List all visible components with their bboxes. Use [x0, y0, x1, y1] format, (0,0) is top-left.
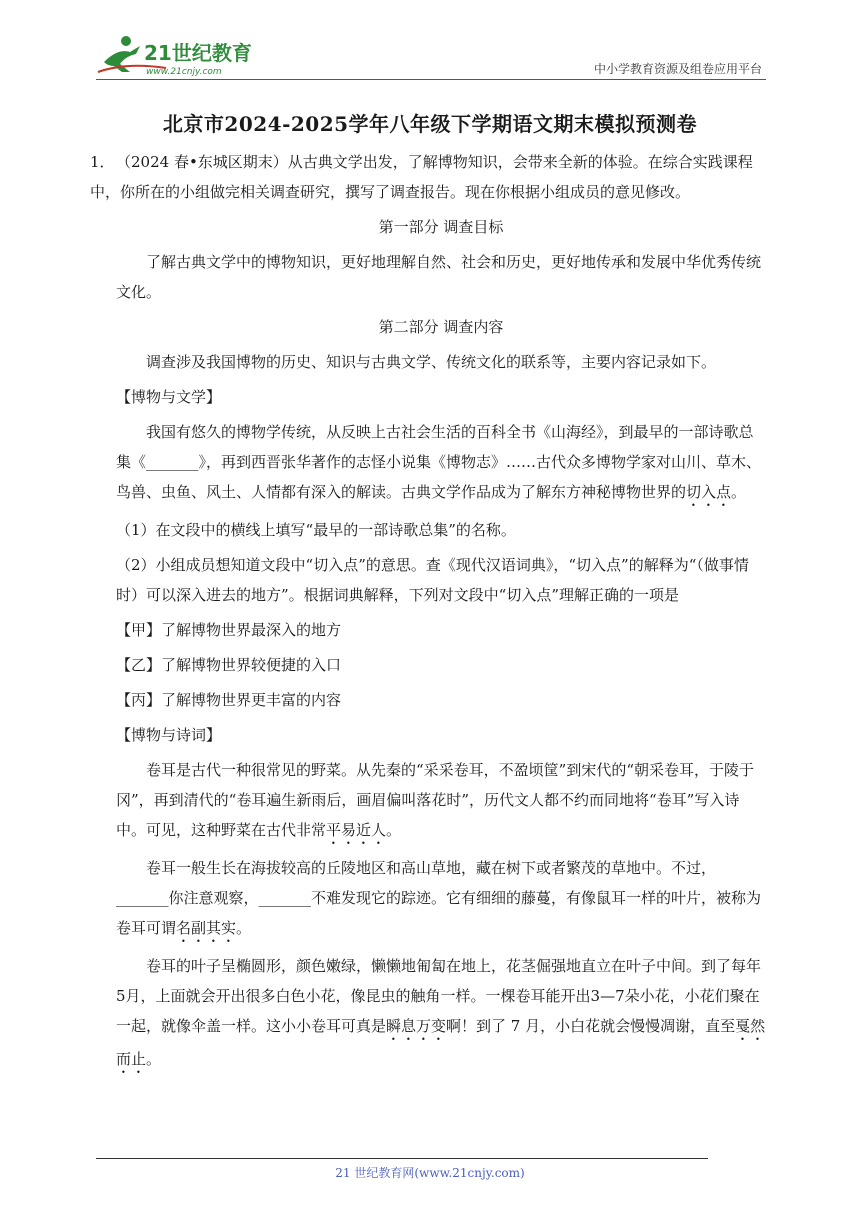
- page-title: 北京市2024-2025学年八年级下学期语文期末模拟预测卷: [162, 112, 698, 136]
- footer-site-link[interactable]: 21 世纪教育网(www.21cnjy.com): [335, 1166, 525, 1180]
- poetry-paragraph-3: 卷耳的叶子呈椭圆形，颜色嫩绿，懒懒地匍匐在地上，花茎倔强地直立在叶子中间。到了每年5月，上面就会开出很多白色小花，像昆虫的触角一样。一棵卷耳能开出3—7朵小花，小花们聚在一起，就像伞盖一样。这小小卷耳可真是瞬息万变啊！到了 7 月，小白花就会慢慢凋谢，直至戛然而止。: [116, 957, 766, 1068]
- question-intro: [90, 147, 766, 207]
- footer-divider: [96, 1158, 708, 1159]
- logo-text: 21世纪教育: [144, 41, 252, 65]
- question-body: [90, 147, 766, 1082]
- part1-heading: 第一部分 调查目标: [378, 218, 504, 236]
- emphasis-qierudian: 切入点: [686, 483, 732, 501]
- header-platform-text: 中小学教育资源及组卷应用平台: [593, 62, 762, 76]
- option-jia: 【甲】了解博物世界最深入的地方: [116, 621, 342, 639]
- emphasis-jiaranerzhi: 戛然而止: [116, 1017, 766, 1068]
- section-literature-text: 我国有悠久的博物学传统，从反映上古社会生活的百科全书《山海经》，到最早的一部诗歌总集《_______》，再到西晋张华著作的志怪小说集《博物志》……古代众多博物学家对山川、草木、鸟兽、虫鱼、风土、人情都有深入的解读。古典文学作品成为了解东方神秘博物世界的切入点。: [116, 423, 762, 501]
- section-poetry-label: 【博物与诗词】: [116, 726, 222, 744]
- page-header: [96, 32, 766, 78]
- poetry-paragraph-1: 卷耳是古代一种很常见的野菜。从先秦的“采采卷耳，不盈顷筐”到宋代的“朝采卷耳，于陵于冈”，再到清代的“卷耳遍生新雨后，画眉偏叫落花时”，历代文人都不约而同地将“卷耳”写入诗中。可见，这种野菜在古代非常平易近人。: [116, 761, 755, 839]
- part1-text: 了解古典文学中的博物知识，更好地理解自然、社会和历史，更好地传承和发展中华优秀传统文化。: [116, 253, 762, 301]
- option-bing: 【丙】了解博物世界更丰富的内容: [116, 691, 342, 709]
- emphasis-shunxiwanbian: 瞬息万变: [386, 1017, 447, 1035]
- emphasis-pingyijinren: 平易近人: [326, 821, 387, 839]
- part2-heading: 第二部分 调查内容: [378, 318, 504, 336]
- question-number: 1．: [90, 153, 115, 171]
- part2-text: 调查涉及我国博物的历史、知识与古典文学、传统文化的联系等，主要内容记录如下。: [146, 353, 717, 371]
- section-literature-label: 【博物与文学】: [116, 388, 222, 406]
- logo-url: www.21cnjy.com: [146, 67, 222, 77]
- question-intro-text: （2024 春•东城区期末）从古典文学出发，了解博物知识，会带来全新的体验。在综合实践课程中，你所在的小组做完相关调查研究，撰写了调查报告。现在你根据小组成员的意见修改。: [90, 153, 753, 201]
- sub-question-1: （1）在文段中的横线上填写“最早的一部诗歌总集”的名称。: [116, 521, 516, 539]
- logo-21cnjy: [96, 32, 266, 78]
- header-divider: [96, 79, 766, 80]
- poetry-paragraph-2: 卷耳一般生长在海拔较高的丘陵地区和高山草地，藏在树下或者繁茂的草地中。不过，_______你注意观察，_______不难发现它的踪迹。它有细细的藤蔓，有像鼠耳一样的叶片，被称为卷耳可谓名副其实。: [116, 859, 762, 937]
- option-yi: 【乙】了解博物世界较便捷的入口: [116, 656, 342, 674]
- emphasis-mingfuqishi: 名副其实: [176, 919, 237, 937]
- sub-question-2: （2）小组成员想知道文段中“切入点”的意思。查《现代汉语词典》，“切入点”的解释为“（做事情时）可以深入进去的地方”。根据词典解释，下列对文段中“切入点”理解正确的一项是: [116, 556, 749, 604]
